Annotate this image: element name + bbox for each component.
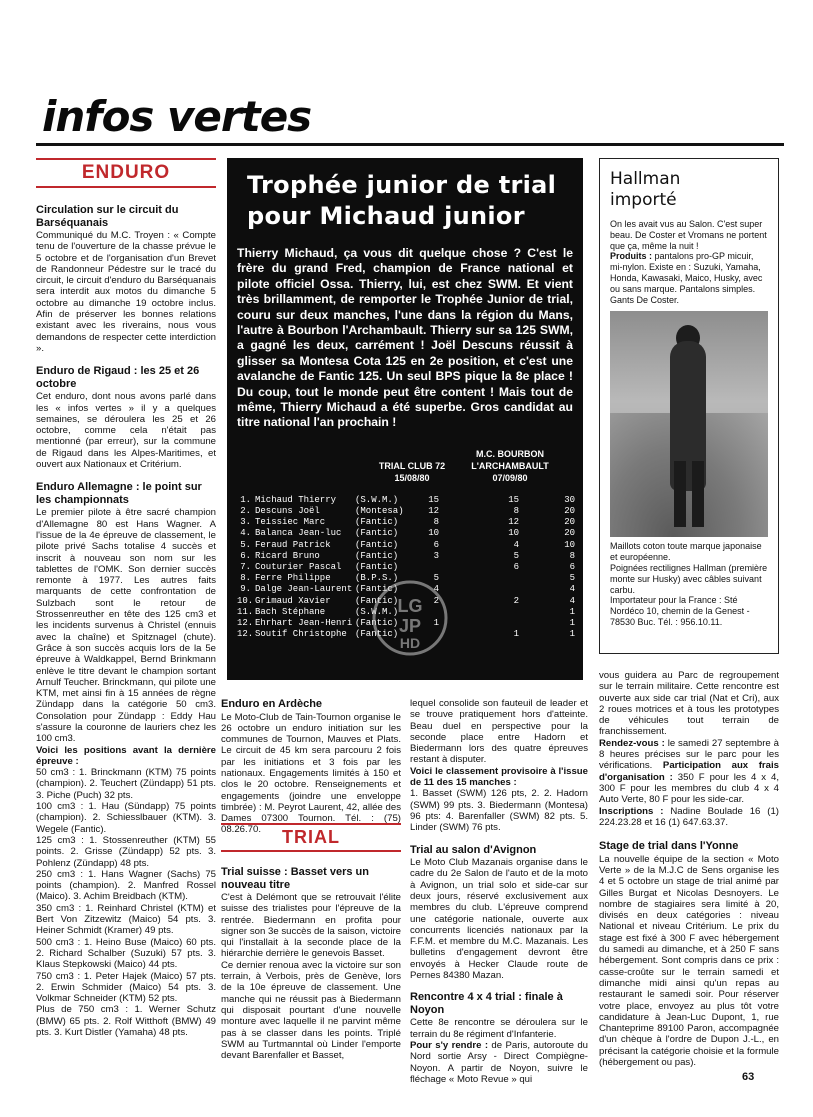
results-cell-total: 1 xyxy=(569,629,575,640)
results-row xyxy=(237,540,573,551)
middle-column xyxy=(410,698,588,1085)
results-cell-name: Ehrhart Jean-Henri xyxy=(255,617,353,628)
results-row xyxy=(237,506,573,517)
enduro-positions-350: 350 cm3 : 1. Reinhard Christel (KTM) et Bert Von Zitzewitz (Maico) 54 pts. 3. Heiner Schmidt (Kramer) 49 pts. xyxy=(36,902,216,937)
results-cell-total: 1 xyxy=(569,606,575,617)
results-cell-total: 4 xyxy=(569,595,575,606)
results-cell-make: (Fantic) xyxy=(355,539,399,550)
results-cell-pos: 12. xyxy=(237,617,254,628)
results-cell-r1: 1 xyxy=(433,617,439,628)
results-cell-name: Feraud Patrick xyxy=(255,539,331,550)
results-cell-total: 5 xyxy=(569,573,575,584)
hallman-text-2 xyxy=(610,251,768,305)
results-cell-r2: 6 xyxy=(513,562,519,572)
results-cell-pos: 12. xyxy=(237,629,254,640)
results-cell-make: (S.W.M.) xyxy=(355,606,399,617)
results-cell-make: (Fantic) xyxy=(355,550,399,561)
results-cell-make: (B.P.S.) xyxy=(355,573,399,584)
enduro-heading-rigaud: Enduro de Rigaud : les 25 et 26 octobre xyxy=(36,365,200,390)
hallman-text-5: Importateur pour la France : Sté Nordéco 10, chemin de la Genest - 78530 Buc. Tél. : 956.10.11. xyxy=(610,595,750,627)
results-cell-name: Michaud Thierry xyxy=(255,494,337,505)
results-cell-make: (Fantic) xyxy=(355,562,399,572)
results-cell-pos: 9. xyxy=(240,584,251,595)
results-cell-r1: 4 xyxy=(433,584,439,595)
results-cell-r1: 8 xyxy=(433,517,439,528)
results-cell-name: Descuns Joël xyxy=(255,506,320,517)
results-cell-pos: 4. xyxy=(240,528,251,539)
feature-title-line1: Trophée junior de trial xyxy=(247,171,557,199)
results-row xyxy=(237,562,573,573)
enduro-positions-250: 250 cm3 : 1. Hans Wagner (Sachs) 75 points (champion). 2. Manfred Rossel (Maico). 3. Achim Breidbach (KTM). xyxy=(36,868,216,903)
right-text-2 xyxy=(599,738,779,806)
results-cell-pos: 5. xyxy=(240,539,251,550)
results-cell-r2: 1 xyxy=(513,629,519,640)
results-cell-name: Grimaud Xavier xyxy=(255,595,331,606)
results-cell-total: 30 xyxy=(564,494,575,505)
masthead: infos vertes xyxy=(42,92,312,141)
results-header xyxy=(237,449,573,495)
hallman-text-3: Maillots coton toute marque japonaise et européenne. xyxy=(610,541,762,563)
results-cell-pos: 6. xyxy=(240,550,251,561)
enduro-positions-125: 125 cm3 : 1. Stossenreuther (KTM) 55 points. 2. Grisse (Zündapp) 52 pts. 3. Pohlenz (Zündapp) 48 pts. xyxy=(36,834,216,869)
results-cell-r2: 8 xyxy=(513,506,519,517)
results-cell-pos: 1. xyxy=(240,494,251,505)
photo-rider-leg-2 xyxy=(692,461,704,527)
results-cell-r2: 12 xyxy=(508,517,519,528)
results-cell-total: 4 xyxy=(569,584,575,595)
watermark-logo xyxy=(370,578,450,658)
noyon-text-2 xyxy=(410,1040,588,1085)
middle-classement-heading: Voici le classement provisoire à l'issue de 11 des 15 manches : xyxy=(410,765,588,789)
results-row xyxy=(237,528,573,539)
results-cell-total: 1 xyxy=(569,617,575,628)
results-cell-r2: 15 xyxy=(508,494,519,505)
right-frais-label: Participation aux frais d'organisation : xyxy=(599,760,779,783)
results-col2-date: 07/09/80 xyxy=(492,472,528,483)
svg-text:LG: LG xyxy=(397,596,423,616)
results-cell-make: (Fantic) xyxy=(355,584,399,595)
enduro-positions-100: 100 cm3 : 1. Hau (Sündapp) 75 points (champion). 2. Schiesslbauer (KTM). 3. Wegele (Fantic). xyxy=(36,801,216,835)
section-enduro: ENDURO xyxy=(36,158,216,188)
hallman-box xyxy=(599,158,779,654)
results-cell-r2: 4 xyxy=(513,539,519,550)
results-cell-name: Dalge Jean-Laurent xyxy=(255,584,353,595)
enduro-text-allemagne: Le premier pilote à être sacré champion d'Allemagne 80 est Hans Wagner. A l'issue de la 4e épreuve de classement, le pilote privé Sachs totalise 4 succès et inscrit à nouveau son nom sur les tablettes de l'OMK. Son dernier succès remonte à 1977. Les autres faits marquants de cette confrontation de Sulzbach sont le retour de Strossenreuther en tête des 125 cm3 et les incidents survenus à Christel (ennuis avec la chaîne) et Spitznagel (chute). Grâce à son succès acquis lors de la 5e épreuve à Waldkappel, Bernd Brinkmann enlève le titre devant le champion sortant Arnulf Teucher. Brinckmann, qui pilote une KTM, met ainsi fin à 15 années de règne Zündapp dans la catégorie 50 cm3. Consolation pour Zündapp : Eddy Hau s'assure la couronne de lauriers chez les 100 cm3. xyxy=(36,507,216,745)
results-cell-r1: 6 xyxy=(433,539,439,550)
ardeche-column xyxy=(221,698,401,836)
svg-text:JP: JP xyxy=(398,616,422,636)
right-text-3 xyxy=(599,806,779,829)
results-row xyxy=(237,551,573,562)
middle-classement-text: 1. Basset (SWM) 126 pts, 2. 2. Hadorn (SWM) 99 pts. 3. Biedermann (Montesa) 96 pts: 4. Barenfaller (SWM) 82 pts. 5. Linder (SWM) 76 pts. xyxy=(410,788,588,834)
enduro-positions-50: 50 cm3 : 1. Brinckmann (KTM) 75 points (champion). 2. Teuchert (Zündapp) 51 pts. 3. Piche (Puch) 32 pts. xyxy=(36,767,216,801)
masthead-rule xyxy=(36,143,784,146)
trial-suisse-heading: Trial suisse : Basset vers un nouveau titre xyxy=(221,866,369,891)
hallman-title xyxy=(610,169,768,211)
right-rdv-label: Rendez-vous : xyxy=(599,737,665,749)
results-cell-name: Balanca Jean-luc xyxy=(255,528,342,539)
results-cell-total: 20 xyxy=(564,528,575,539)
page-number: 63 xyxy=(742,1071,755,1083)
results-cell-total: 10 xyxy=(564,539,575,550)
trial-suisse-text-2: Ce dernier renoua avec la victoire sur son terrain, à Verbois, près de Genève, lors de la 10e épreuve de classement. Une manche qui ne réussit pas à Biedermann qui disposait pourtant d'une nouvelle monture avec laquelle il ne parvint même pas à se classer dans les points. Triplé SWM au Turtmanntal où Linder l'emporte devant Barenfaller et Basset, xyxy=(221,959,401,1062)
yonne-heading: Stage de trial dans l'Yonne xyxy=(599,840,739,853)
results-cell-r2: 10 xyxy=(508,528,519,539)
results-cell-r1: 2 xyxy=(433,595,439,606)
trial-suisse-text-1: C'est à Delémont que se retrouvait l'élite suisse des trialistes pour l'épreuve de la rentrée. Biedermann en profita pour signer son 3e succès de la saison, victoire qui l'installait à la seconde place de la hiérarchie derrière le genevois Basset. xyxy=(221,892,401,960)
results-row xyxy=(237,495,573,506)
enduro-positions-heading: Voici les positions avant la dernière épreuve : xyxy=(36,744,216,767)
enduro-heading-barsequanais: Circulation sur le circuit du Barséquanais xyxy=(36,204,179,229)
enduro-column xyxy=(36,204,216,1038)
results-col1-date: 15/08/80 xyxy=(394,472,430,483)
results-col2-head2: L'ARCHAMBAULT xyxy=(471,460,549,471)
photo-rider-leg xyxy=(674,461,686,527)
results-cell-total: 8 xyxy=(569,550,575,561)
noyon-text-1: Cette 8e rencontre se déroulera sur le terrain du 8e régiment d'Infanterie. xyxy=(410,1017,588,1040)
results-cell-pos: 10. xyxy=(237,595,254,606)
hallman-produits-label: Produits : xyxy=(610,251,652,262)
feature-title xyxy=(247,170,573,232)
hallman-text-1: On les avait vus au Salon. C'est super beau. De Coster et Vromans ne portent que ça, même la nuit ! xyxy=(610,219,767,251)
yonne-text: La nouvelle équipe de la section « Moto Verte » de la M.J.C de Sens organise les 4 et 5 octobre un stage de trial animé par Gilles Burgat et Nicolas Desnoyers. Le nombre de stagiaires sera limité à 20, divisés en deux catégories : niveau National et niveau Critérium. Le prix du stage est fixé à 300 F avec hébergement du samedi au dimanche, et à 250 F sans hébergement. Sont compris dans ce prix : casse-croûte sur le terrain samedi et dimanche midi ainsi qu'un repas au restaurant le samedi soir. Pour réserver votre place, envoyez au plus tôt votre candidature à Jean-Luc Dupont, 1, rue Chanteprime 89100 Paron, accompagnée d'un chèque à l'ordre de Dupon J.-L., en précisant la catégorie choisie et la formule (hébergement ou pas). xyxy=(599,853,779,1068)
right-text-1: vous guidera au Parc de regroupement sur le terrain militaire. Cette rencontre est ouverte aux side car trial (Nat et Cri), aux 2 roues motrices et à tous les prototypes de véhicules tout terrain de franchissement. xyxy=(599,670,779,738)
enduro-text-rigaud: Cet enduro, dont nous avons parlé dans les « infos vertes » il y a quelques semaines, se déroulera les 25 et 26 octobre, comme cela n'était pas mentionné (par erreur), sur la commune de Rigaud dans les Alpes-Maritimes, et ouvert aux Nationaux et Critérium. xyxy=(36,391,216,471)
results-row xyxy=(237,517,573,528)
results-col2-head1: M.C. BOURBON xyxy=(476,448,544,459)
results-cell-r1: 15 xyxy=(428,494,439,505)
section-trial: TRIAL xyxy=(221,823,401,852)
avignon-heading: Trial au salon d'Avignon xyxy=(410,843,537,856)
results-cell-total: 20 xyxy=(564,517,575,528)
enduro-heading-allemagne: Enduro Allemagne : le point sur les championnats xyxy=(36,481,202,506)
results-cell-r1: 10 xyxy=(428,528,439,539)
results-cell-make: (Fantic) xyxy=(355,528,399,539)
right-inscriptions-label: Inscriptions : xyxy=(599,805,664,817)
noyon-rendre-label: Pour s'y rendre : xyxy=(410,1039,489,1051)
results-cell-r1: 5 xyxy=(433,573,439,584)
results-cell-make: (Fantic) xyxy=(355,617,399,628)
results-cell-pos: 7. xyxy=(240,562,251,572)
results-cell-r1: 3 xyxy=(433,550,439,561)
enduro-text-barsequanais: Communiqué du M.C. Troyen : « Compte tenu de l'ouverture de la chasse prévue le 5 octobre et de l'organisation d'un Brevet de Randonneur Pédestre sur le tracé du circuit, le circuit d'enduro du Barséquanais sera interdit aux motos du dimanche 5 octobre au dimanche 19 octobre inclus. Afin de préserver les bonnes relations existant avec les riverains, nous vous demandons de respecter cette interdiction ». xyxy=(36,230,216,354)
hallman-text-4: Poignées rectilignes Hallman (première monte sur Husky) avec câbles suivant carbu. xyxy=(610,562,768,595)
enduro-positions-over750: Plus de 750 cm3 : 1. Werner Schutz (BMW) 65 pts. 2. Rolf Witthoft (BMW) 49 pts. 3. Kurt Distler (Yamaha) 48 pts. xyxy=(36,1004,216,1038)
results-cell-r2: 2 xyxy=(513,595,519,606)
results-cell-make: (S.W.M.) xyxy=(355,494,399,505)
results-cell-pos: 3. xyxy=(240,517,251,528)
results-cell-total: 20 xyxy=(564,506,575,517)
hallman-produits-text: pantalons pro-GP micuir, mi-nylon. Existe en : Suzuki, Yamaha, Honda, Kawasaki, Maico, Husky, avec ou sans marque. Pantalons simples. Gants De Coster. xyxy=(610,251,763,305)
enduro-positions-750: 750 cm3 : 1. Peter Hajek (Maico) 57 pts. 2. Erwin Schmider (Maico) 54 pts. 3. Volkmar Schneider (KTM) 52 pts. xyxy=(36,970,216,1005)
right-column xyxy=(599,670,779,1068)
avignon-text: Le Moto Club Mazanais organise dans le cadre du 2e Salon de l'auto et de la moto à Avignon, un trial solo et side-car sur deux jours, réservé exclusivement aux membres du club. L'épreuve comprend une catégorie nationale, ouverte aux concurrents licenciés nationaux par la F.F.M. et membre du M.C. Mazanais. Les bulletins d'engagement devront être envoyés à Hecker Claude route de Pernes 84380 Mazan. xyxy=(410,857,588,982)
enduro-positions-500: 500 cm3 : 1. Heino Buse (Maico) 60 pts. 2. Richard Schalber (Suzuki) 57 pts. 3. Klaus Stepkowski (Maico) 44 pts. xyxy=(36,936,216,971)
results-cell-name: Soutif Christophe xyxy=(255,629,347,640)
results-cell-name: Ferre Philippe xyxy=(255,573,331,584)
results-cell-name: Bach Stéphane xyxy=(255,606,326,617)
results-cell-name: Couturier Pascal xyxy=(255,562,342,572)
hallman-title-line1: Hallman xyxy=(610,169,681,189)
results-cell-r1: 12 xyxy=(428,506,439,517)
right-rdv-text: le samedi 27 septembre à 8 heures précises sur le parc pour les vérifications. xyxy=(599,737,779,772)
feature-title-line2: pour Michaud junior xyxy=(247,202,525,230)
middle-text-1: lequel consolide son fauteuil de leader et se trouve pratiquement hors d'atteinte. Beau duel en perspective pour la seconde place entre Hadorn et Biedermann lors des quatre épreuves restant à disputer. xyxy=(410,698,588,766)
results-cell-make: (Fantic) xyxy=(355,517,399,528)
results-cell-make: (Fantic) xyxy=(355,629,399,640)
hallman-title-line2: importé xyxy=(610,190,677,210)
right-frais-text: 350 F pour les 4 x 4, 300 F pour les membres du club 4 x 4 Auto Verte, 80 F pour les side-car. xyxy=(599,771,779,806)
noyon-rendre-text: de Paris, autoroute du Nord sortie Arsy - Direct Compiègne-Noyon. A partir de Noyon, suivre le fléchage « Moto Revue » qui xyxy=(410,1039,588,1085)
results-cell-r2: 5 xyxy=(513,550,519,561)
noyon-heading: Rencontre 4 x 4 trial : finale à Noyon xyxy=(410,991,563,1016)
right-inscriptions-text: Nadine Boulade 16 (1) 224.23.28 et 16 (1) 647.63.37. xyxy=(599,805,779,828)
results-cell-name: Teissiec Marc xyxy=(255,517,326,528)
hallman-photo xyxy=(610,311,768,537)
results-cell-pos: 11. xyxy=(237,606,254,617)
results-cell-name: Ricard Bruno xyxy=(255,550,320,561)
results-cell-total: 6 xyxy=(569,562,575,572)
feature-intro: Thierry Michaud, ça vous dit quelque chose ? C'est le frère du grand Fred, champion de France national et pilote officiel Ossa. Thierry, lui, est chez SWM. Et vient très brillamment, de remporter le Trophée Junior de trial, couru sur deux manches, l'une dans la région du Mans, l'autre à Bourbon l'Archambault. Thierry sur sa 125 SWM, a gagné les deux, carrément ! Joël Descuns réussit à glisser sa Montesa Cota 125 en 2e position, et c'est une avalanche de Fantic 125. Un seul BPS pique la 8e place ! Du coup, tout le monde peut être content ! Mais tout de même, Thierry Michaud a été superbe. Gros candidat au titre national l'an prochain ! xyxy=(237,246,573,430)
ardeche-heading: Enduro en Ardèche xyxy=(221,698,323,710)
results-cell-make: (Fantic) xyxy=(355,595,399,606)
results-cell-pos: 8. xyxy=(240,573,251,584)
ardeche-text: Le Moto-Club de Tain-Tournon organise le 26 octobre un enduro initiation sur les communes de Tournon, Mauves et Plats. Le circuit de 45 km sera parcouru 2 fois par les initiations et 3 fois par les nationaux. Engagements limités à 150 et clos le 20 octobre. Renseignements et engagements (joindre une enveloppe timbrée) : M. Peyrot Laurent, 42, allée des Dames 07300 Tournon. Tél. : (75) 08.26.70. xyxy=(221,711,401,836)
results-cell-make: (Montesa) xyxy=(355,506,404,517)
svg-text:HD: HD xyxy=(399,635,421,651)
results-col1-head: TRIAL CLUB 72 xyxy=(378,460,446,471)
results-cell-pos: 2. xyxy=(240,506,251,517)
trial-suisse-column xyxy=(221,866,401,1061)
